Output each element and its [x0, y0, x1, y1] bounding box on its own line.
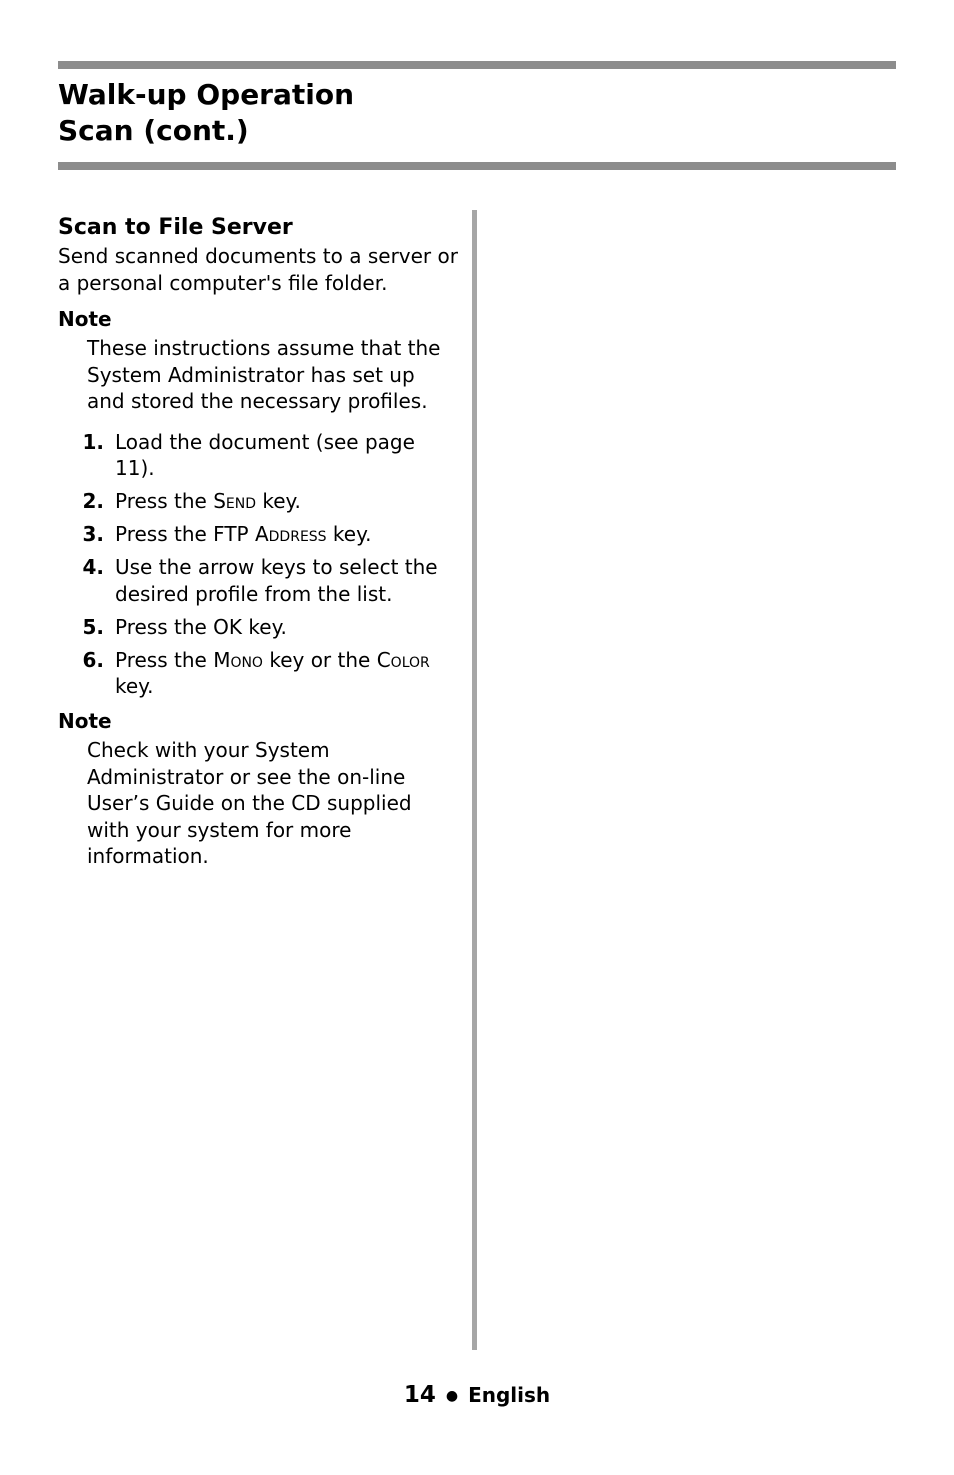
- column-divider: [472, 210, 477, 1350]
- step-number: 5.: [82, 614, 104, 639]
- steps-list: [58, 429, 458, 700]
- page-number: 14: [403, 1382, 436, 1408]
- note-text: Check with your System Administrator or see the on-line User’s Guide on the CD supplied with your system for more information.: [87, 738, 412, 868]
- bullet-separator: ●: [445, 1388, 459, 1404]
- step-text: [104, 488, 458, 515]
- note-label: Note: [58, 709, 112, 733]
- key-name: Mono: [213, 647, 263, 672]
- key-name: Color: [376, 647, 430, 672]
- footer-language: English: [468, 1383, 551, 1407]
- key-name: Send: [213, 489, 256, 513]
- step-text-part: key.: [326, 522, 372, 546]
- step-text-part: Press the: [115, 647, 214, 672]
- step-number: 2.: [82, 489, 104, 513]
- step-text: Load the document (see page 11).: [115, 429, 415, 480]
- page-title-line-2: Scan (cont.): [58, 114, 249, 147]
- step-number: 4.: [82, 555, 104, 579]
- step-item: [58, 521, 458, 548]
- step-text: Press the OK key.: [115, 614, 287, 639]
- step-text: [104, 521, 458, 548]
- step-item: [58, 647, 458, 700]
- step-number: 1.: [82, 429, 104, 454]
- note-text: These instructions assume that the System Administrator has set up and stored the necessary profiles.: [87, 336, 441, 413]
- step-text-part: Press the FTP: [115, 522, 255, 546]
- key-name: Address: [254, 522, 327, 546]
- step-text: Use the arrow keys to select the desired profile from the list.: [115, 555, 438, 606]
- step-item: [58, 488, 458, 515]
- step-text-part: key.: [115, 674, 154, 698]
- header-bottom-rule: [58, 162, 896, 170]
- step-item: [58, 554, 458, 607]
- left-column: [58, 213, 458, 870]
- step-text-part: key or the: [262, 647, 377, 672]
- step-text-part: Press the: [115, 489, 214, 513]
- header-top-rule: [58, 61, 896, 69]
- step-number: 6.: [82, 647, 104, 672]
- page-footer: [0, 1380, 954, 1413]
- page-title: [58, 77, 354, 149]
- step-text-part: key.: [255, 489, 301, 513]
- step-number: 3.: [82, 522, 104, 546]
- step-item: [58, 429, 458, 482]
- note-label: Note: [58, 307, 112, 331]
- step-item: [58, 614, 458, 641]
- section-intro: Send scanned documents to a server or a personal computer's file folder.: [58, 244, 458, 295]
- section-title: Scan to File Server: [58, 215, 293, 240]
- step-text: [104, 647, 458, 700]
- page-title-line-1: Walk-up Operation: [58, 78, 355, 111]
